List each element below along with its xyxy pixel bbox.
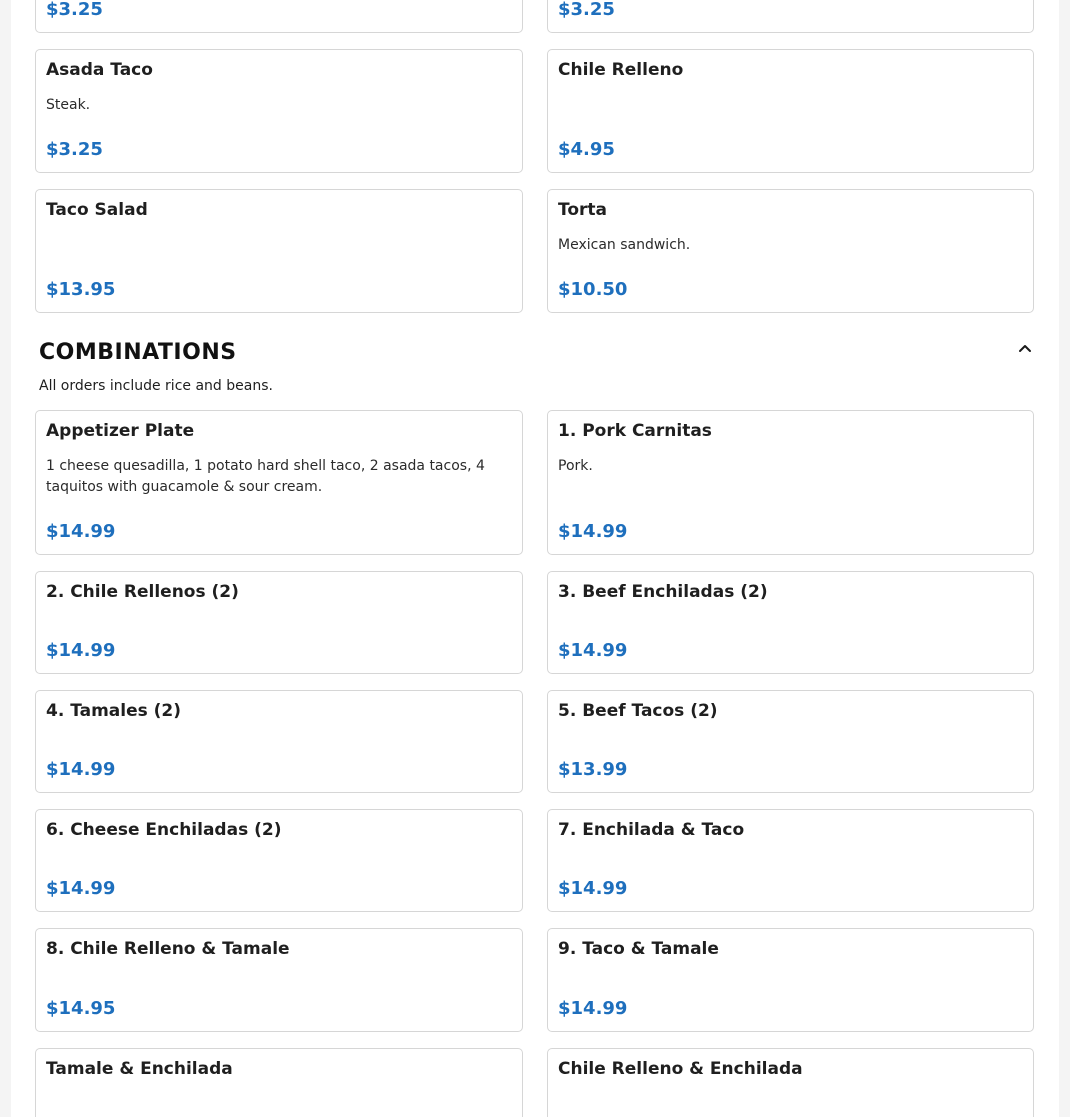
item-price: $14.99 xyxy=(558,640,628,661)
item-price: $13.99 xyxy=(558,759,628,780)
item-name: Chile Relleno xyxy=(558,60,684,80)
item-name: 7. Enchilada & Taco xyxy=(558,820,745,840)
menu-item-card[interactable] xyxy=(35,928,523,1032)
item-description: Pork. xyxy=(558,458,593,474)
menu-item-card[interactable] xyxy=(35,189,523,313)
item-name: 6. Cheese Enchiladas (2) xyxy=(46,820,282,840)
item-price: $10.50 xyxy=(558,279,628,300)
section-title: COMBINATIONS xyxy=(39,340,237,365)
item-name: 8. Chile Relleno & Tamale xyxy=(46,939,290,959)
item-name: Appetizer Plate xyxy=(46,421,195,441)
item-name: 2. Chile Rellenos (2) xyxy=(46,582,239,602)
item-name: 4. Tamales (2) xyxy=(46,701,182,721)
menu-page xyxy=(11,0,1059,1117)
menu-item-card[interactable] xyxy=(547,189,1034,313)
section-note: All orders include rice and beans. xyxy=(39,378,273,394)
menu-item-card[interactable] xyxy=(35,809,523,912)
item-price: $14.99 xyxy=(558,878,628,899)
item-name: Torta xyxy=(558,200,607,220)
item-description: 1 cheese quesadilla, 1 potato hard shell taco, 2 asada tacos, 4 taquitos with guacamole & sour cream. xyxy=(46,458,485,495)
item-name: Asada Taco xyxy=(46,60,153,80)
item-name: 5. Beef Tacos (2) xyxy=(558,701,718,721)
menu-item-card[interactable] xyxy=(35,49,523,173)
menu-item-card[interactable] xyxy=(547,928,1034,1032)
item-price: $13.95 xyxy=(46,279,116,300)
menu-item-card[interactable] xyxy=(547,0,1034,33)
chevron-up-icon[interactable] xyxy=(1013,336,1037,360)
item-name: 9. Taco & Tamale xyxy=(558,939,719,959)
item-name: 3. Beef Enchiladas (2) xyxy=(558,582,768,602)
item-description: Mexican sandwich. xyxy=(558,237,691,253)
item-price: $14.99 xyxy=(46,521,116,542)
item-price: $3.25 xyxy=(558,0,615,20)
item-price: $14.99 xyxy=(46,759,116,780)
item-name: Chile Relleno & Enchilada xyxy=(558,1059,803,1079)
item-name: Tamale & Enchilada xyxy=(46,1059,233,1079)
item-price: $4.95 xyxy=(558,139,615,160)
item-price: $14.99 xyxy=(46,878,116,899)
menu-item-card[interactable] xyxy=(547,809,1034,912)
item-description: Steak. xyxy=(46,97,91,113)
menu-item-card[interactable] xyxy=(547,410,1034,555)
menu-item-card[interactable] xyxy=(547,690,1034,793)
item-price: $3.25 xyxy=(46,0,103,20)
item-price: $3.25 xyxy=(46,139,103,160)
item-price: $14.95 xyxy=(46,998,116,1019)
menu-item-card[interactable] xyxy=(35,0,523,33)
menu-item-card[interactable] xyxy=(547,1048,1034,1117)
menu-item-card[interactable] xyxy=(547,571,1034,674)
menu-item-card[interactable] xyxy=(35,690,523,793)
item-price: $14.99 xyxy=(46,640,116,661)
item-price: $14.99 xyxy=(558,521,628,542)
menu-item-card[interactable] xyxy=(35,1048,523,1117)
menu-item-card[interactable] xyxy=(547,49,1034,173)
item-name: Taco Salad xyxy=(46,200,148,220)
menu-item-card[interactable] xyxy=(35,410,523,555)
menu-item-card[interactable] xyxy=(35,571,523,674)
item-price: $14.99 xyxy=(558,998,628,1019)
item-name: 1. Pork Carnitas xyxy=(558,421,712,441)
